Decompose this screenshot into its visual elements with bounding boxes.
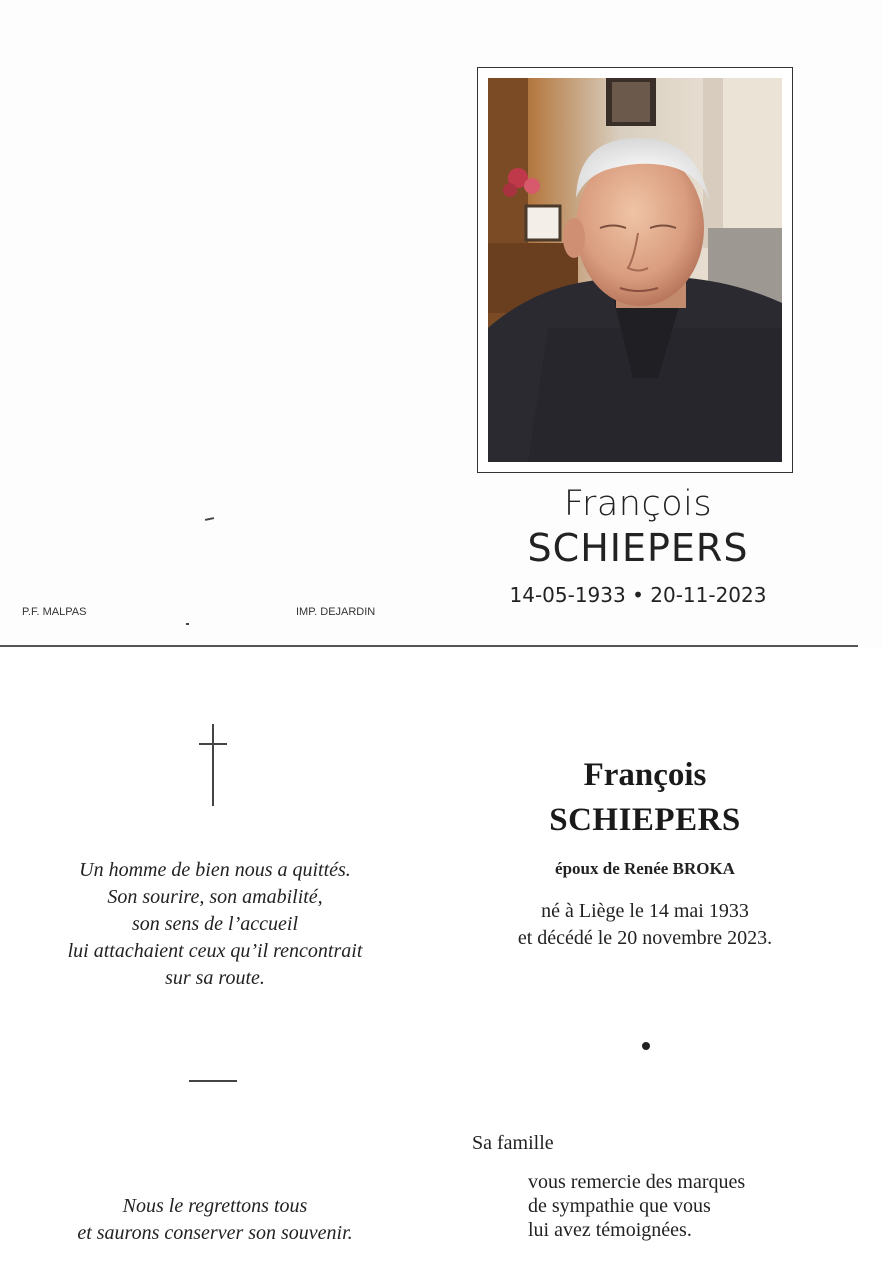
thanks-line: vous remercie des marques	[528, 1171, 746, 1193]
birth-line: né à Liège le 14 mai 1933	[541, 900, 749, 922]
poem-line: lui attachaient ceux qu’il rencontrait	[67, 940, 363, 962]
cross-icon	[199, 724, 229, 808]
front-dates: 14-05-1933 • 20-11-2023	[509, 583, 767, 607]
fold-line	[0, 645, 858, 647]
closing-line: et saurons conserver son souvenir.	[77, 1222, 353, 1244]
inside-last-name: SCHIEPERS	[549, 802, 741, 838]
funeral-home-credit: P.F. MALPAS	[22, 606, 87, 618]
poem-line: Un homme de bien nous a quittés.	[79, 859, 351, 881]
front-last-name: SCHIEPERS	[527, 526, 749, 570]
thanks-line: lui avez témoignées.	[528, 1219, 692, 1241]
front-first-name: François	[563, 484, 713, 524]
family-heading: Sa famille	[472, 1132, 554, 1154]
poem-line: son sens de l’accueil	[131, 913, 299, 935]
inside-first-name: François	[583, 757, 707, 793]
closing-line: Nous le regrettons tous	[122, 1195, 308, 1217]
portrait-photo	[488, 78, 782, 462]
portrait-image	[488, 78, 782, 462]
thanks-line: de sympathie que vous	[528, 1195, 711, 1217]
poem-line: Son sourire, son amabilité,	[107, 886, 323, 908]
birth-death-text	[470, 898, 820, 952]
bullet-ornament	[642, 1042, 650, 1050]
closing-text	[30, 1193, 400, 1247]
paper-speck	[186, 623, 189, 625]
printer-credit: IMP. DEJARDIN	[296, 606, 376, 618]
death-line: et décédé le 20 novembre 2023.	[517, 927, 773, 949]
poem-line: sur sa route.	[165, 967, 265, 989]
memorial-poem	[30, 857, 400, 992]
spouse-line: époux de Renée BROKA	[555, 859, 735, 878]
thanks-text	[528, 1170, 848, 1242]
paper-speck	[205, 517, 214, 521]
short-divider	[189, 1080, 237, 1082]
portrait-frame	[477, 67, 793, 473]
